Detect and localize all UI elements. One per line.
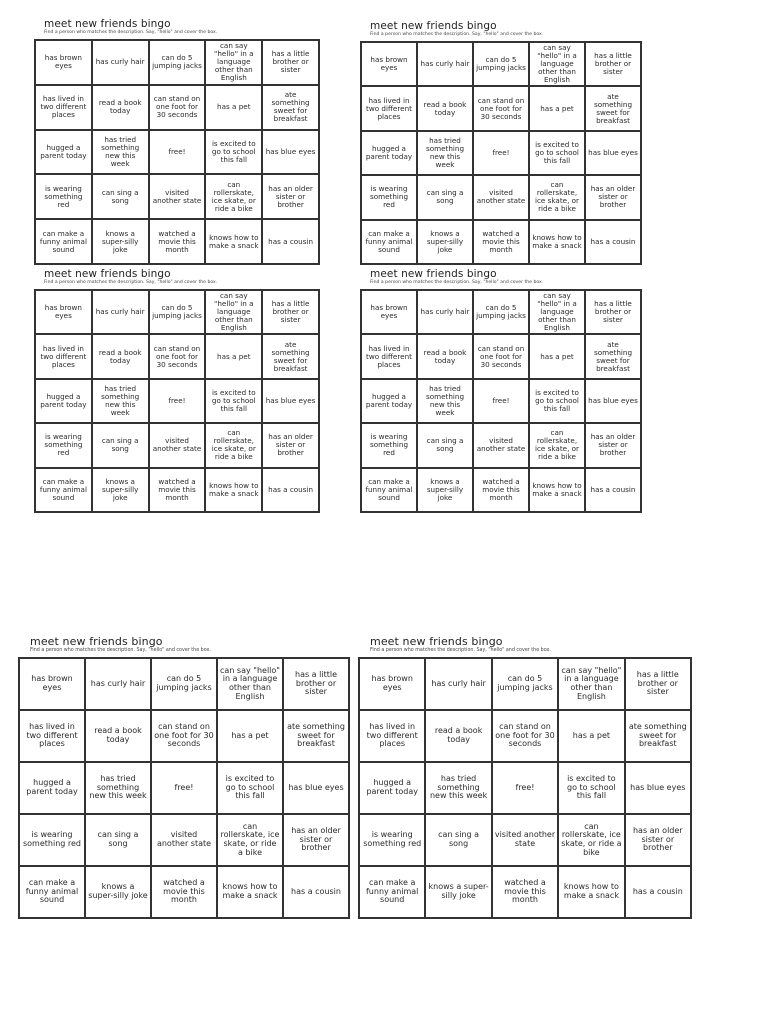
bingo-sheet-2 [360, 20, 642, 265]
bingo-cell: is wearing something red [36, 175, 91, 218]
bingo-cell: knows how to make a snack [559, 867, 623, 917]
bingo-cell: has tried something new this week [86, 763, 150, 813]
sheet-title: meet new friends bingo [370, 635, 503, 648]
bingo-cell: has lived in two different places [362, 335, 416, 377]
bingo-cell: knows a super-silly joke [93, 220, 148, 263]
bingo-cell: knows a super-silly joke [418, 469, 472, 511]
bingo-cell: can stand on one foot for 30 seconds [152, 711, 216, 761]
bingo-cell: knows how to make a snack [206, 469, 261, 511]
bingo-cell: can sing a song [418, 176, 472, 218]
sheet-instructions: Find a person who matches the description. Say, "hello" and cover the box. [370, 32, 544, 37]
bingo-cell: can rollerskate, ice skate, or ride a bike [206, 175, 261, 218]
bingo-cell: has curly hair [93, 291, 148, 333]
bingo-grid [358, 657, 692, 919]
bingo-cell: has a little brother or sister [586, 291, 640, 333]
bingo-cell: visited another state [150, 175, 205, 218]
bingo-cell: is wearing something red [362, 176, 416, 218]
bingo-cell: has a pet [206, 335, 261, 377]
bingo-cell: visited another state [493, 815, 557, 865]
bingo-cell: can say "hello" in a language other than English [530, 43, 584, 85]
bingo-cell: read a book today [93, 86, 148, 129]
bingo-cell: has lived in two different places [20, 711, 84, 761]
bingo-cell: knows a super-silly joke [418, 221, 472, 263]
bingo-cell: free! [152, 763, 216, 813]
bingo-cell: can sing a song [426, 815, 490, 865]
bingo-cell: can make a funny animal sound [36, 469, 91, 511]
bingo-sheet-3 [34, 268, 320, 513]
bingo-cell: has lived in two different places [362, 87, 416, 129]
bingo-cell: has a pet [218, 711, 282, 761]
bingo-cell: has curly hair [418, 43, 472, 85]
bingo-cell: watched a movie this month [493, 867, 557, 917]
bingo-grid [34, 289, 320, 513]
bingo-sheet-6 [358, 636, 692, 919]
bingo-cell: can do 5 jumping jacks [152, 659, 216, 709]
bingo-cell: can make a funny animal sound [36, 220, 91, 263]
bingo-cell: has a pet [559, 711, 623, 761]
bingo-cell: is wearing something red [20, 815, 84, 865]
bingo-cell: has brown eyes [36, 291, 91, 333]
bingo-cell: can stand on one foot for 30 seconds [150, 86, 205, 129]
bingo-cell: read a book today [418, 87, 472, 129]
bingo-cell: free! [150, 131, 205, 174]
bingo-cell: has a cousin [284, 867, 348, 917]
bingo-cell: has a cousin [586, 469, 640, 511]
bingo-cell: has an older sister or brother [586, 424, 640, 466]
bingo-cell: has an older sister or brother [263, 424, 318, 466]
bingo-cell: has brown eyes [360, 659, 424, 709]
bingo-cell: knows a super-silly joke [426, 867, 490, 917]
bingo-cell: has a little brother or sister [626, 659, 690, 709]
bingo-cell: is excited to go to school this fall [530, 132, 584, 174]
bingo-cell: is excited to go to school this fall [218, 763, 282, 813]
bingo-sheet-4 [360, 268, 642, 513]
bingo-cell: has a pet [206, 86, 261, 129]
bingo-cell: has brown eyes [20, 659, 84, 709]
bingo-cell: has an older sister or brother [284, 815, 348, 865]
bingo-cell: has tried something new this week [93, 131, 148, 174]
bingo-cell: has lived in two different places [36, 335, 91, 377]
bingo-cell: has curly hair [418, 291, 472, 333]
sheet-instructions: Find a person who matches the description. Say, "hello" and cover the box. [44, 280, 218, 285]
bingo-cell: is excited to go to school this fall [530, 380, 584, 422]
bingo-cell: has a little brother or sister [586, 43, 640, 85]
bingo-cell: is excited to go to school this fall [559, 763, 623, 813]
sheet-title: meet new friends bingo [44, 18, 171, 30]
bingo-cell: has a little brother or sister [284, 659, 348, 709]
bingo-cell: read a book today [93, 335, 148, 377]
bingo-cell: knows a super-silly joke [93, 469, 148, 511]
bingo-cell: has an older sister or brother [626, 815, 690, 865]
bingo-cell: can make a funny animal sound [360, 867, 424, 917]
bingo-cell: ate something sweet for breakfast [263, 86, 318, 129]
bingo-cell: can make a funny animal sound [20, 867, 84, 917]
bingo-cell: has a pet [530, 335, 584, 377]
bingo-cell: watched a movie this month [152, 867, 216, 917]
bingo-cell: can stand on one foot for 30 seconds [493, 711, 557, 761]
bingo-cell: can stand on one foot for 30 seconds [474, 87, 528, 129]
bingo-cell: can make a funny animal sound [362, 469, 416, 511]
bingo-cell: hugged a parent today [362, 132, 416, 174]
bingo-cell: visited another state [152, 815, 216, 865]
bingo-cell: can sing a song [93, 424, 148, 466]
bingo-cell: has lived in two different places [36, 86, 91, 129]
bingo-sheet-5 [18, 636, 350, 919]
bingo-cell: can do 5 jumping jacks [474, 43, 528, 85]
bingo-cell: has a cousin [263, 220, 318, 263]
bingo-cell: can rollerskate, ice skate, or ride a bike [559, 815, 623, 865]
bingo-cell: knows how to make a snack [206, 220, 261, 263]
bingo-cell: has a pet [530, 87, 584, 129]
bingo-cell: free! [150, 380, 205, 422]
bingo-cell: can do 5 jumping jacks [150, 41, 205, 84]
bingo-cell: free! [493, 763, 557, 813]
bingo-cell: can rollerskate, ice skate, or ride a bike [530, 424, 584, 466]
bingo-cell: ate something sweet for breakfast [586, 335, 640, 377]
bingo-cell: knows how to make a snack [530, 221, 584, 263]
bingo-cell: can say "hello" in a language other than English [559, 659, 623, 709]
sheet-title: meet new friends bingo [370, 268, 497, 280]
bingo-grid [18, 657, 350, 919]
bingo-cell: has blue eyes [626, 763, 690, 813]
bingo-cell: can say "hello" in a language other than English [530, 291, 584, 333]
bingo-cell: can stand on one foot for 30 seconds [150, 335, 205, 377]
bingo-cell: has curly hair [426, 659, 490, 709]
bingo-cell: watched a movie this month [150, 220, 205, 263]
bingo-cell: has a cousin [626, 867, 690, 917]
bingo-cell: can stand on one foot for 30 seconds [474, 335, 528, 377]
bingo-cell: can sing a song [93, 175, 148, 218]
bingo-cell: has blue eyes [284, 763, 348, 813]
bingo-cell: can say "hello" in a language other than English [218, 659, 282, 709]
bingo-cell: watched a movie this month [474, 221, 528, 263]
bingo-cell: can do 5 jumping jacks [474, 291, 528, 333]
sheet-title: meet new friends bingo [370, 20, 497, 32]
bingo-cell: visited another state [474, 424, 528, 466]
bingo-cell: hugged a parent today [36, 131, 91, 174]
bingo-cell: hugged a parent today [362, 380, 416, 422]
sheet-instructions: Find a person who matches the description. Say, "hello" and cover the box. [30, 648, 211, 653]
bingo-cell: hugged a parent today [20, 763, 84, 813]
bingo-cell: is wearing something red [360, 815, 424, 865]
bingo-sheet-1 [34, 18, 320, 265]
bingo-cell: ate something sweet for breakfast [626, 711, 690, 761]
sheet-instructions: Find a person who matches the description. Say, "hello" and cover the box. [370, 648, 551, 653]
bingo-cell: has brown eyes [362, 43, 416, 85]
bingo-cell: has tried something new this week [418, 132, 472, 174]
bingo-cell: ate something sweet for breakfast [586, 87, 640, 129]
bingo-cell: has curly hair [86, 659, 150, 709]
bingo-cell: free! [474, 132, 528, 174]
bingo-grid [360, 289, 642, 513]
bingo-cell: can say "hello" in a language other than English [206, 41, 261, 84]
bingo-cell: has lived in two different places [360, 711, 424, 761]
bingo-cell: is excited to go to school this fall [206, 131, 261, 174]
bingo-cell: watched a movie this month [474, 469, 528, 511]
bingo-cell: has tried something new this week [418, 380, 472, 422]
bingo-cell: has brown eyes [362, 291, 416, 333]
bingo-cell: watched a movie this month [150, 469, 205, 511]
bingo-cell: read a book today [426, 711, 490, 761]
bingo-cell: has an older sister or brother [586, 176, 640, 218]
bingo-cell: read a book today [86, 711, 150, 761]
bingo-cell: can sing a song [418, 424, 472, 466]
bingo-cell: read a book today [418, 335, 472, 377]
bingo-cell: can do 5 jumping jacks [150, 291, 205, 333]
bingo-cell: is wearing something red [362, 424, 416, 466]
bingo-cell: can make a funny animal sound [362, 221, 416, 263]
bingo-cell: is excited to go to school this fall [206, 380, 261, 422]
bingo-cell: can rollerskate, ice skate, or ride a bike [530, 176, 584, 218]
sheet-title: meet new friends bingo [44, 268, 171, 280]
bingo-cell: has blue eyes [586, 380, 640, 422]
bingo-cell: can rollerskate, ice skate, or ride a bike [218, 815, 282, 865]
bingo-cell: has tried something new this week [426, 763, 490, 813]
sheet-instructions: Find a person who matches the description. Say, "hello" and cover the box. [370, 280, 544, 285]
bingo-cell: visited another state [474, 176, 528, 218]
bingo-cell: has brown eyes [36, 41, 91, 84]
bingo-cell: has a little brother or sister [263, 41, 318, 84]
bingo-cell: ate something sweet for breakfast [263, 335, 318, 377]
bingo-cell: knows how to make a snack [218, 867, 282, 917]
bingo-cell: has blue eyes [263, 131, 318, 174]
bingo-cell: has a cousin [586, 221, 640, 263]
bingo-cell: has curly hair [93, 41, 148, 84]
bingo-cell: free! [474, 380, 528, 422]
sheet-title: meet new friends bingo [30, 635, 163, 648]
bingo-cell: can do 5 jumping jacks [493, 659, 557, 709]
bingo-cell: can sing a song [86, 815, 150, 865]
bingo-cell: hugged a parent today [360, 763, 424, 813]
bingo-grid [360, 41, 642, 265]
bingo-cell: has blue eyes [263, 380, 318, 422]
bingo-cell: knows a super-silly joke [86, 867, 150, 917]
bingo-cell: is wearing something red [36, 424, 91, 466]
bingo-cell: can say "hello" in a language other than English [206, 291, 261, 333]
bingo-cell: has a little brother or sister [263, 291, 318, 333]
bingo-cell: can rollerskate, ice skate, or ride a bike [206, 424, 261, 466]
bingo-cell: hugged a parent today [36, 380, 91, 422]
bingo-cell: has tried something new this week [93, 380, 148, 422]
bingo-cell: ate something sweet for breakfast [284, 711, 348, 761]
bingo-cell: has a cousin [263, 469, 318, 511]
sheet-instructions: Find a person who matches the description. Say, "hello" and cover the box. [44, 30, 218, 35]
bingo-grid [34, 39, 320, 265]
bingo-cell: knows how to make a snack [530, 469, 584, 511]
bingo-cell: has an older sister or brother [263, 175, 318, 218]
bingo-cell: has blue eyes [586, 132, 640, 174]
bingo-cell: visited another state [150, 424, 205, 466]
